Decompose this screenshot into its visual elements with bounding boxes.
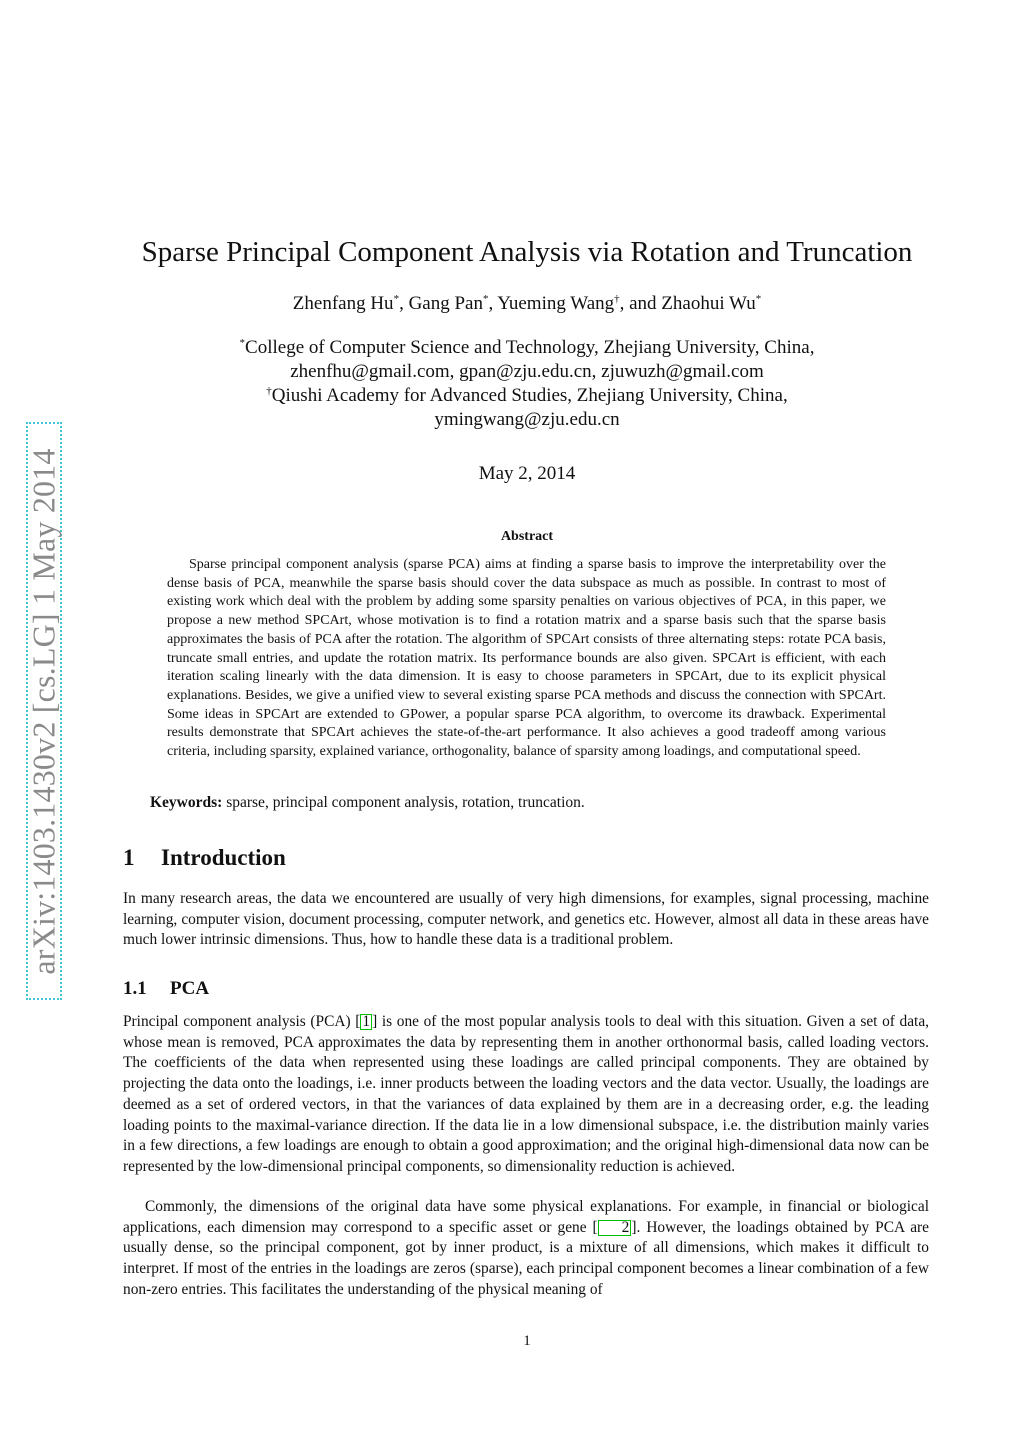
paragraph-text: Commonly, the dimensions of the original data have some physical explanations. For example, in financial or biological applications, each dimension may correspond to a specific asset or gene (123, 1198, 929, 1236)
affiliation-1-emails: zhenfhu@gmail.com, gpan@zju.edu.cn, zjuwuzh@gmail.com (290, 361, 764, 382)
section-heading (123, 845, 286, 871)
paper-date: May 2, 2014 (478, 463, 576, 484)
section-number: 1 (123, 845, 135, 870)
affiliation-2-emails: ymingwang@zju.edu.cn (434, 409, 620, 430)
affiliation-text: Qiushi Academy for Advanced Studies, Zhejiang University, China, (271, 385, 788, 406)
author-list (0, 293, 1024, 315)
keywords-text: sparse, principal component analysis, rotation, truncation. (222, 794, 585, 811)
abstract-text: Sparse principal component analysis (sparse PCA) aims at finding a sparse basis to improve the interpretability over the dense basis of PCA, meanwhile the sparse basis should cover the data subspace as much as possible. In contrast to most of existing work which deal with the problem by adding some sparsity penalties on various objectives of PCA, in this paper, we propose a new method SPCArt, whose motivation is to find a rotation matrix and a sparse basis such that the sparse basis approximates the basis of PCA after the rotation. The algorithm of SPCArt consists of three alternating steps: rotate PCA basis, truncate small entries, and update the rotation matrix. Its performance bounds are also given. SPCArt is efficient, with each iteration scaling linearly with the data dimension. It is easy to choose parameters in SPCArt, due to its explicit physical explanations. Besides, we give a unified view to several existing sparse PCA methods and discuss the connection with SPCArt. Some ideas in SPCArt are extended to GPower, a popular sparse PCA algorithm, to overcome its drawback. Experimental results demonstrate that SPCArt achieves the state-of-the-art performance. It also achieves a good tradeoff among various criteria, including sparsity, explained variance, orthogonality, balance of sparsity among loadings, and computational speed. (167, 557, 886, 760)
citation-link[interactable]: 1 (362, 1013, 371, 1030)
affiliation-text: College of Computer Science and Technology, Zhejiang University, China, (245, 337, 815, 358)
author-mark: * (393, 293, 400, 305)
author-mark: * (755, 293, 762, 305)
keywords-label: Keywords: (150, 794, 223, 811)
page-number: 1 (523, 1333, 531, 1349)
intro-paragraph: In many research areas, the data we encountered are usually of very high dimensions, for examples, signal processing, machine learning, computer vision, document processing, computer network, and genetics etc. However, almost all data in these areas have much lower intrinsic dimensions. Thus, how to handle these data is a traditional problem. (123, 890, 929, 949)
keywords (150, 794, 585, 812)
affiliation-mark: † (266, 385, 272, 397)
paper-title: Sparse Principal Component Analysis via Rotation and Truncation (141, 236, 913, 268)
author-mark: † (614, 293, 620, 305)
arxiv-identifier: arXiv:1403.1430v2 [cs.LG] 1 May 2014 (25, 447, 62, 975)
author-name: , and Zhaohui Wu (619, 293, 756, 314)
affiliation-1 (0, 336, 1024, 360)
subsection-title: PCA (170, 978, 210, 999)
affiliation-2 (0, 384, 1024, 408)
author-name: , Gang Pan (399, 293, 483, 314)
pca-paragraph-2: Commonly, the dimensions of the original data have some physical explanations. For example, in financial or biological applications, each dimension may correspond to a specific asset or gene [ 2 ]. However, the loadings obtained by PCA are usually dense, so the principal component, got by inner product, is a mixture of all dimensions, which makes it difficult to interpret. If most of the entries in the loadings are zeros (sparse), each principal component becomes a linear combination of a few non-zero entries. This facilitates the understanding of the physical meaning of (123, 1198, 929, 1298)
abstract-heading: Abstract (500, 529, 554, 544)
citation-link[interactable]: 2 (598, 1220, 632, 1236)
pca-paragraph-1: Principal component analysis (PCA) [ 1 ] is one of the most popular analysis tools to deal with this situation. Given a set of data, whose mean is removed, PCA approximates the data by representing them in another orthonormal basis, called loading vectors. The coefficients of the data when represented using these loadings are called principal components. They are obtained by projecting the data onto the loadings, i.e. inner products between the loading vectors and the data vector. Usually, the loadings are deemed as a set of ordered vectors, in that the variances of data explained by them are in a decreasing order, e.g. the leading loading points to the maximal-variance direction. If the data lie in a low dimensional subspace, i.e. the distribution mainly varies in a few directions, a few loadings are enough to obtain a good approximation; and the original high-dimensional data now can be represented by the low-dimensional principal components, so dimensionality reduction is achieved. (123, 1013, 930, 1175)
arxiv-stamp (26, 422, 62, 1000)
paragraph-text: . However, the loadings obtained by PCA are usually dense, so the principal component, got by inner product, is a mixture of all dimensions, which makes it difficult to interpret. If most of the entries in the loadings are zeros (sparse), each principal component becomes a linear combination of a few non-zero entries. This facilitates the understanding of the physical meaning of (123, 1218, 929, 1298)
author-name: Zhenfang Hu (292, 293, 394, 314)
subsection-number: 1.1 (123, 978, 147, 999)
author-mark: * (482, 293, 489, 305)
author-name: , Yueming Wang (488, 293, 615, 314)
section-title: Introduction (161, 845, 286, 870)
subsection-heading (123, 978, 209, 1000)
paragraph-text: is one of the most popular analysis tools to deal with this situation. Given a set of data, whose mean is removed, PCA approximates the data by representing them in another orthonormal basis, called loading vectors. The coefficients of the data when represented using these loadings are called principal components. They are obtained by projecting the data onto the loadings, i.e. inner products between the loading vectors and the data vector. Usually, the loadings are deemed as a set of ordered vectors, in that the variances of data explained by them are in a decreasing order, e.g. the leading loading points to the maximal-variance direction. If the data lie in a low dimensional subspace, i.e. the distribution mainly varies in a few directions, a few loadings are enough to obtain a good approximation; and the original high-dimensional data now can be represented by the low-dimensional principal components, so dimensionality reduction is achieved. (123, 1013, 930, 1175)
paragraph-text: Principal component analysis (PCA) (123, 1013, 356, 1030)
affiliation-mark: * (239, 337, 246, 349)
